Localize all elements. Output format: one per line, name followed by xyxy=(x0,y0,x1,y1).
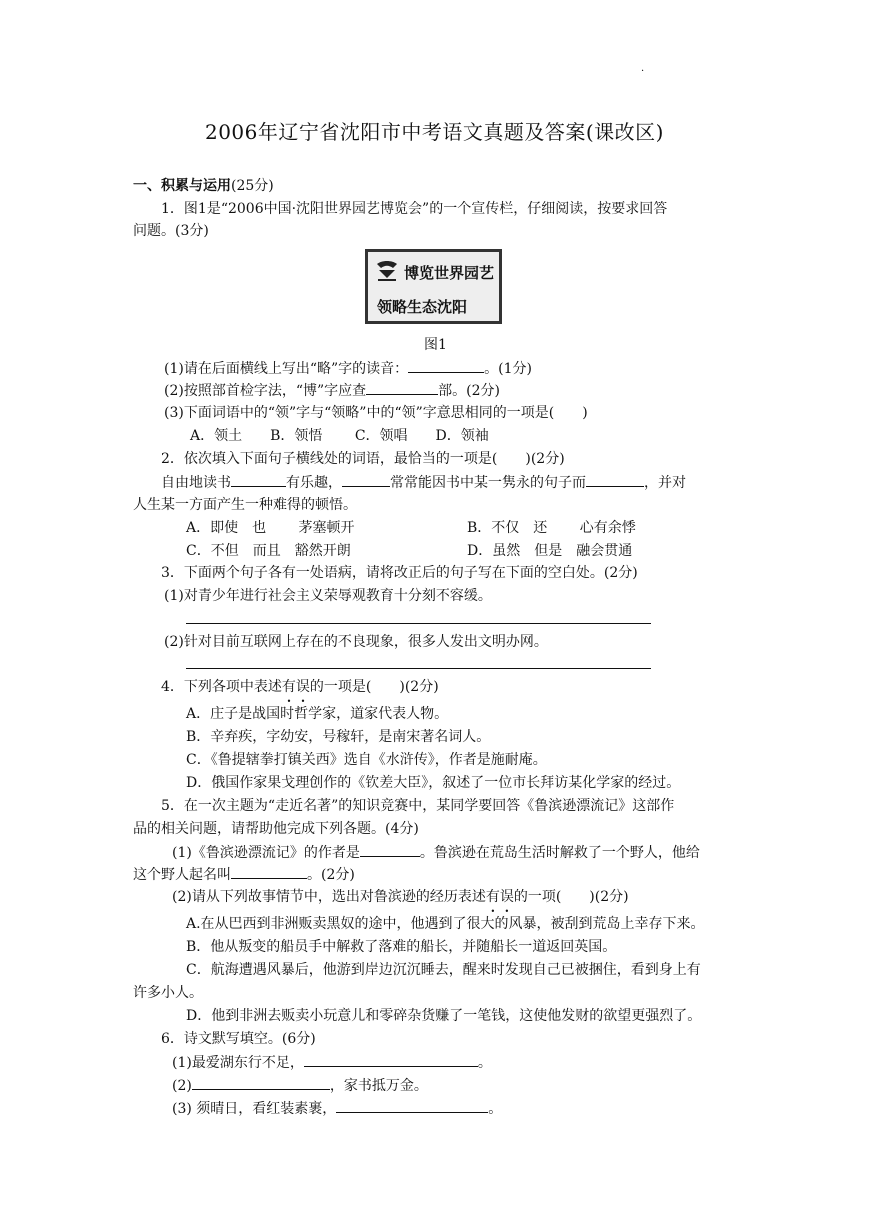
q6-line1: 6．诗文默写填空。(6分) xyxy=(161,1031,316,1047)
banner-text-2: 领略生态沈阳 xyxy=(377,298,468,316)
q5-line1: 5．在一次主题为“走近名著”的知识竞赛中，某同学要回答《鲁滨逊漂流记》这部作 xyxy=(161,798,675,814)
q1-options: A．领土 B．领悟 C．领唱 D．领袖 xyxy=(190,428,489,444)
section-title: 一、积累与运用 xyxy=(133,178,231,194)
q4-option-b: B．辛弃疾，字幼安，号稼轩，是南宋著名词人。 xyxy=(186,729,491,745)
q4-emphasis: 有 xyxy=(281,679,296,695)
q5-option-a: A.在从巴西到非洲贩卖黑奴的途中，他遇到了很大的风暴，被刮到荒岛上幸存下来。 xyxy=(186,916,705,932)
answer-blank[interactable] xyxy=(366,380,438,395)
q2-option-b: B．不仅 还 心有余悸 xyxy=(467,520,636,536)
q5-sub1-text-d: 。(2分) xyxy=(307,867,355,883)
expo-banner-figure xyxy=(365,249,502,324)
q1-sub2-text: (2)按照部首检字法，“博”字应查 xyxy=(164,383,367,399)
answer-blank[interactable] xyxy=(342,472,390,487)
q2-line3: 人生某一方面产生一种难得的顿悟。 xyxy=(133,497,357,513)
q6-sub1 xyxy=(172,1052,492,1073)
q4-option-c: C．《鲁提辖拳打镇关西》选自《水浒传》，作者是施耐庵。 xyxy=(186,752,547,768)
q5-option-c: C．航海遭遇风暴后，他游到岸边沉沉睡去，醒来时发现自己已被捆住，看到身上有 xyxy=(186,962,701,978)
q1-sub2 xyxy=(164,380,500,401)
top-dot: · xyxy=(641,66,645,77)
q2-text-a: 自由地读书 xyxy=(161,475,231,491)
q5-sub2-tail: 的一项( )(2分) xyxy=(513,889,629,905)
expo-logo-icon xyxy=(374,260,400,282)
q5-sub1 xyxy=(172,842,700,863)
section-heading xyxy=(133,176,274,196)
answer-blank[interactable] xyxy=(586,472,644,487)
q5-option-b: B．他从叛变的船员手中解救了落难的船长，并随船长一道返回英国。 xyxy=(186,939,617,955)
q6-sub2-text: (2) xyxy=(172,1078,192,1094)
q5-emphasis: 误 xyxy=(499,889,514,905)
q6-sub3-text: (3) 须晴日，看红装素裹， xyxy=(172,1101,337,1117)
q5-sub1-text-b: 。鲁滨逊在荒岛生活时解救了一个野人，他给 xyxy=(419,845,700,861)
answer-line[interactable] xyxy=(186,668,651,669)
q4-text-b: 的一项是( )(2分) xyxy=(309,679,439,695)
q2-text-c: 常常能因书中某一隽永的句子而 xyxy=(390,475,586,491)
q3-sentence-2: (2)针对目前互联网上存在的不良现象，很多人发出文明办网。 xyxy=(164,634,548,650)
q1-sub1-text: (1)请在后面横线上写出“略”字的读音： xyxy=(164,361,409,377)
q5-sub1-text: (1)《鲁滨逊漂流记》的作者是 xyxy=(172,845,360,861)
q6-sub2-tail: ，家书抵万金。 xyxy=(329,1078,428,1094)
q1-sub1 xyxy=(164,358,532,379)
q5-sub2 xyxy=(172,887,629,907)
answer-blank[interactable] xyxy=(231,472,286,487)
q2-option-d: D．虽然 但是 融会贯通 xyxy=(467,543,633,559)
q2-line1: 2．依次填入下面句子横线处的词语，最恰当的一项是( )(2分) xyxy=(161,451,565,467)
banner-text-1: 博览世界园艺 xyxy=(404,264,495,282)
q5-emphasis: 有 xyxy=(485,889,500,905)
q5-option-c-cont: 许多小人。 xyxy=(133,985,203,1001)
q5-sub1-text-c: 这个野人起名叫 xyxy=(133,867,231,883)
q1-sub3: (3)下面词语中的“领”字与“领略”中的“领”字意思相同的一项是( ) xyxy=(164,405,588,421)
q4-option-d: D．俄国作家果戈理创作的《钦差大臣》，叙述了一位市长拜访某化学家的经过。 xyxy=(186,775,681,791)
q6-sub1-text: (1)最爱湖东行不足， xyxy=(172,1055,304,1071)
q2-option-a: A．即使 也 茅塞顿开 xyxy=(186,520,355,536)
q5-option-d: D．他到非洲去贩卖小玩意儿和零碎杂货赚了一笔钱，这使他发财的欲望更强烈了。 xyxy=(186,1008,702,1024)
answer-blank[interactable] xyxy=(231,864,307,879)
q3-sentence-1: (1)对青少年进行社会主义荣辱观教育十分刻不容缓。 xyxy=(164,588,492,604)
q4-line1 xyxy=(161,677,439,697)
answer-blank[interactable] xyxy=(360,842,420,857)
q1-sub1-tail: 。(1分) xyxy=(484,361,532,377)
q5-line2: 品的相关问题，请帮助他完成下列各题。(4分) xyxy=(133,821,419,837)
q4-emphasis: 误 xyxy=(295,679,310,695)
q2-line2 xyxy=(161,472,686,493)
q6-sub3 xyxy=(172,1098,502,1119)
answer-blank[interactable] xyxy=(408,358,484,373)
figure-caption: 图1 xyxy=(424,337,447,353)
q2-option-c: C．不但 而且 豁然开朗 xyxy=(186,543,351,559)
q4-text-a: 4．下列各项中表述 xyxy=(161,679,282,695)
q1-line1: 1．图1是“2006中国·沈阳世界园艺博览会”的一个宣传栏，仔细阅读，按要求回答 xyxy=(161,201,668,217)
page-title: 2006年辽宁省沈阳市中考语文真题及答案(课改区) xyxy=(204,120,664,144)
answer-blank[interactable] xyxy=(304,1052,478,1067)
answer-blank[interactable] xyxy=(192,1075,330,1090)
q2-text-d: ，并对 xyxy=(644,475,686,491)
answer-line[interactable] xyxy=(186,623,651,624)
q6-sub3-tail: 。 xyxy=(488,1101,503,1117)
q5-sub2-text: (2)请从下列故事情节中，选出对鲁滨逊的经历表述 xyxy=(172,889,486,905)
q3-line1: 3．下面两个句子各有一处语病，请将改正后的句子写在下面的空白处。(2分) xyxy=(161,565,638,581)
q2-text-b: 有乐趣， xyxy=(286,475,342,491)
q1-sub2-tail: 部。(2分) xyxy=(438,383,500,399)
q6-sub1-tail: 。 xyxy=(477,1055,492,1071)
answer-blank[interactable] xyxy=(336,1098,488,1113)
section-points: (25分) xyxy=(231,178,274,194)
q1-line2: 问题。(3分) xyxy=(133,223,209,239)
q5-sub1-cont xyxy=(133,864,355,885)
q4-option-a: A．庄子是战国时哲学家，道家代表人物。 xyxy=(186,706,449,722)
q6-sub2 xyxy=(172,1075,428,1096)
